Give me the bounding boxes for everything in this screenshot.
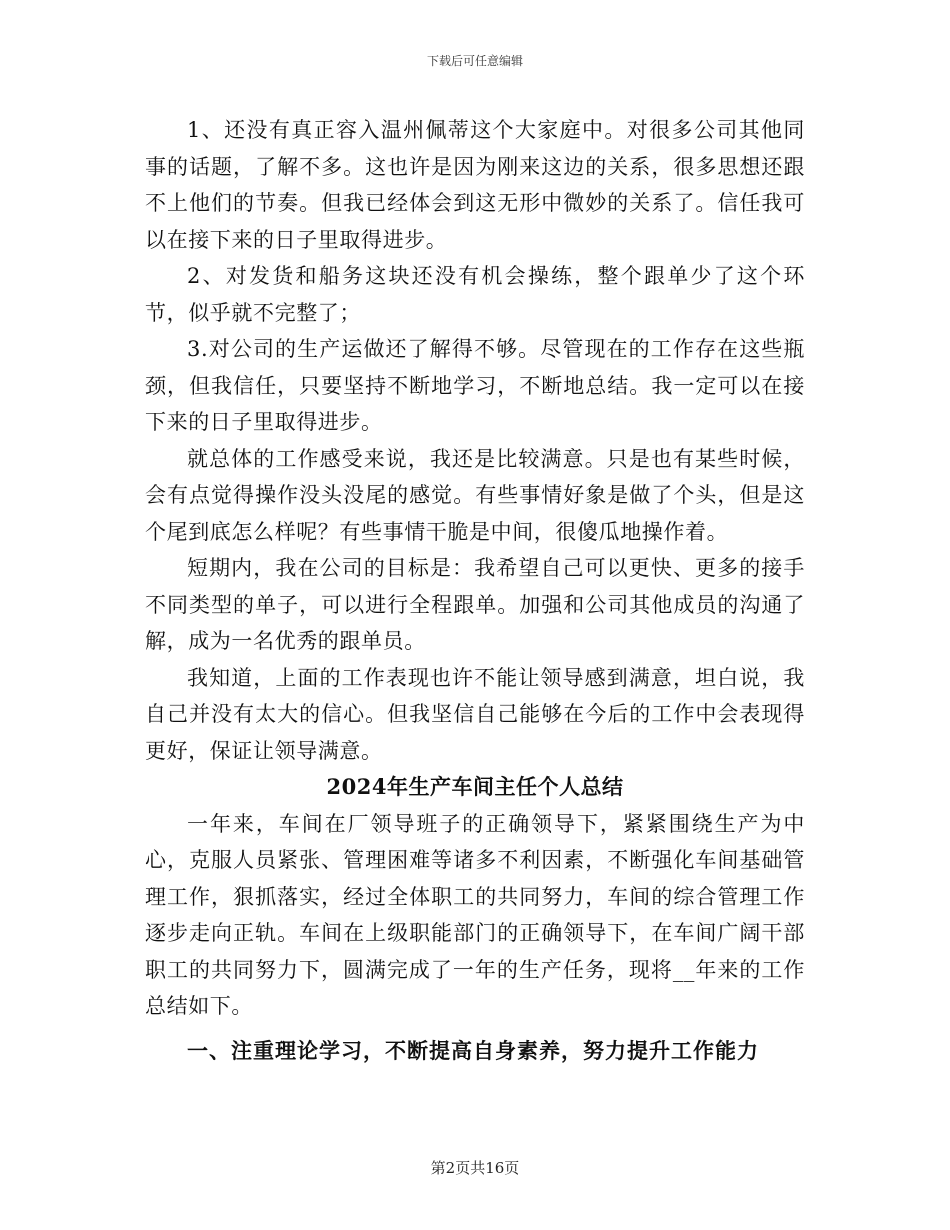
- paragraph: 我知道，上面的工作表现也许不能让领导感到满意，坦白说，我自己并没有太大的信心。但我坚信自己能够在今后的工作中会表现得更好，保证让领导满意。: [145, 665, 805, 763]
- document-body: [145, 112, 805, 1069]
- paragraph: 短期内，我在公司的目标是：我希望自己可以更快、更多的接手不同类型的单子，可以进行全程跟单。加强和公司其他成员的沟通了解，成为一名优秀的跟单员。: [145, 556, 805, 653]
- paragraph: 2、对发货和船务这块还没有机会操练，整个跟单少了这个环节，似乎就不完整了；: [145, 264, 805, 325]
- section-subheading: 一、注重理论学习，不断提高自身素养，努力提升工作能力: [187, 1037, 759, 1063]
- section-title: 2024年生产车间主任个人总结: [326, 774, 624, 799]
- paragraph: 就总体的工作感受来说，我还是比较满意。只是也有某些时候，会有点觉得操作没头没尾的感觉。有些事情好象是做了个头，但是这个尾到底怎么样呢？有些事情干脆是中间，很傻瓜地操作着。: [145, 446, 805, 544]
- page-footer: 第2页共16页: [430, 1159, 520, 1177]
- page-header: 下载后可任意编辑: [426, 54, 523, 68]
- paragraph: 3.对公司的生产运做还了解得不够。尽管现在的工作存在这些瓶颈，但我信任，只要坚持不断地学习，不断地总结。我一定可以在接下来的日子里取得进步。: [145, 337, 805, 434]
- paragraph: 1、还没有真正容入温州佩蒂这个大家庭中。对很多公司其他同事的话题，了解不多。这也许是因为刚来这边的关系，很多思想还跟不上他们的节奏。但我已经体会到这无形中微妙的关系了。信任我可以在接下来的日子里取得进步。: [145, 118, 805, 252]
- paragraph: 一年来，车间在厂领导班子的正确领导下，紧紧围绕生产为中心，克服人员紧张、管理困难等诸多不利因素，不断强化车间基础管理工作，狠抓落实，经过全体职工的共同努力，车间的综合管理工作逐步走向正轨。车间在上级职能部门的正确领导下，在车间广阔干部职工的共同努力下，圆满完成了一年的生产任务，现将__年来的工作总结如下。: [145, 811, 805, 1018]
